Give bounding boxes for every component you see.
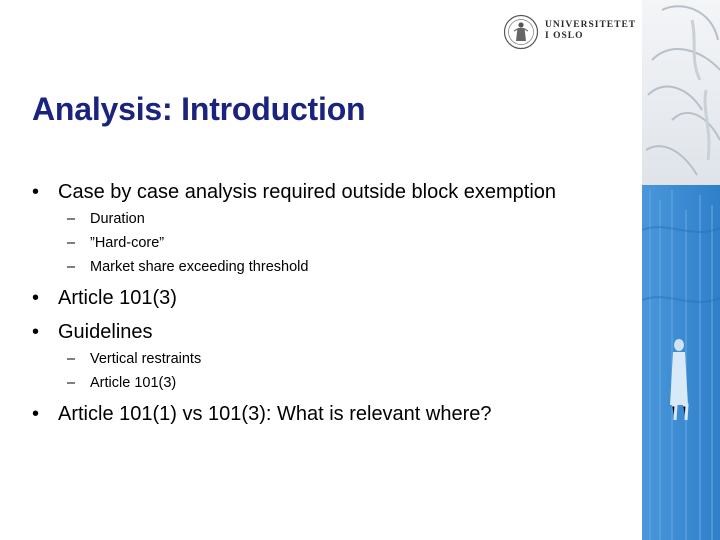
decorative-side-image xyxy=(642,0,720,540)
dash-marker: – xyxy=(67,375,76,391)
bullet-item xyxy=(30,402,630,426)
bullet-text: Case by case analysis required outside block exemption xyxy=(58,181,557,203)
dash-marker: – xyxy=(67,259,76,275)
dash-marker: – xyxy=(67,211,76,227)
sub-bullet-text: Vertical restraints xyxy=(90,351,202,367)
sub-bullet-item xyxy=(30,234,630,252)
dash-marker: – xyxy=(67,351,76,367)
university-logo xyxy=(503,14,637,50)
slide-title: Analysis: Introduction xyxy=(32,91,366,127)
bullet-item xyxy=(30,320,630,344)
sub-bullet-item xyxy=(30,210,630,228)
logo-line-2: I OSLO xyxy=(545,31,584,41)
dash-marker: – xyxy=(67,235,76,251)
sub-bullet-item xyxy=(30,350,630,368)
university-seal-icon xyxy=(503,14,539,50)
bullet-marker: • xyxy=(32,403,40,425)
sub-bullet-item xyxy=(30,258,630,276)
logo-line-1: UNIVERSITETET xyxy=(545,20,637,30)
bullet-item xyxy=(30,180,630,204)
sub-bullet-text: Duration xyxy=(90,211,145,227)
sub-bullet-text: Market share exceeding threshold xyxy=(90,259,309,275)
sub-bullet-text: ”Hard-core” xyxy=(90,235,165,251)
bullet-list xyxy=(30,180,630,426)
bullet-marker: • xyxy=(32,321,40,343)
bullet-item xyxy=(30,286,630,310)
sub-bullet-text: Article 101(3) xyxy=(90,375,177,391)
bullet-text: Guidelines xyxy=(58,321,153,343)
bullet-text: Article 101(1) vs 101(3): What is relevant where? xyxy=(58,403,492,425)
bullet-text: Article 101(3) xyxy=(58,287,177,309)
bullet-marker: • xyxy=(32,181,40,203)
sub-bullet-item xyxy=(30,374,630,392)
bullet-marker: • xyxy=(32,287,40,309)
